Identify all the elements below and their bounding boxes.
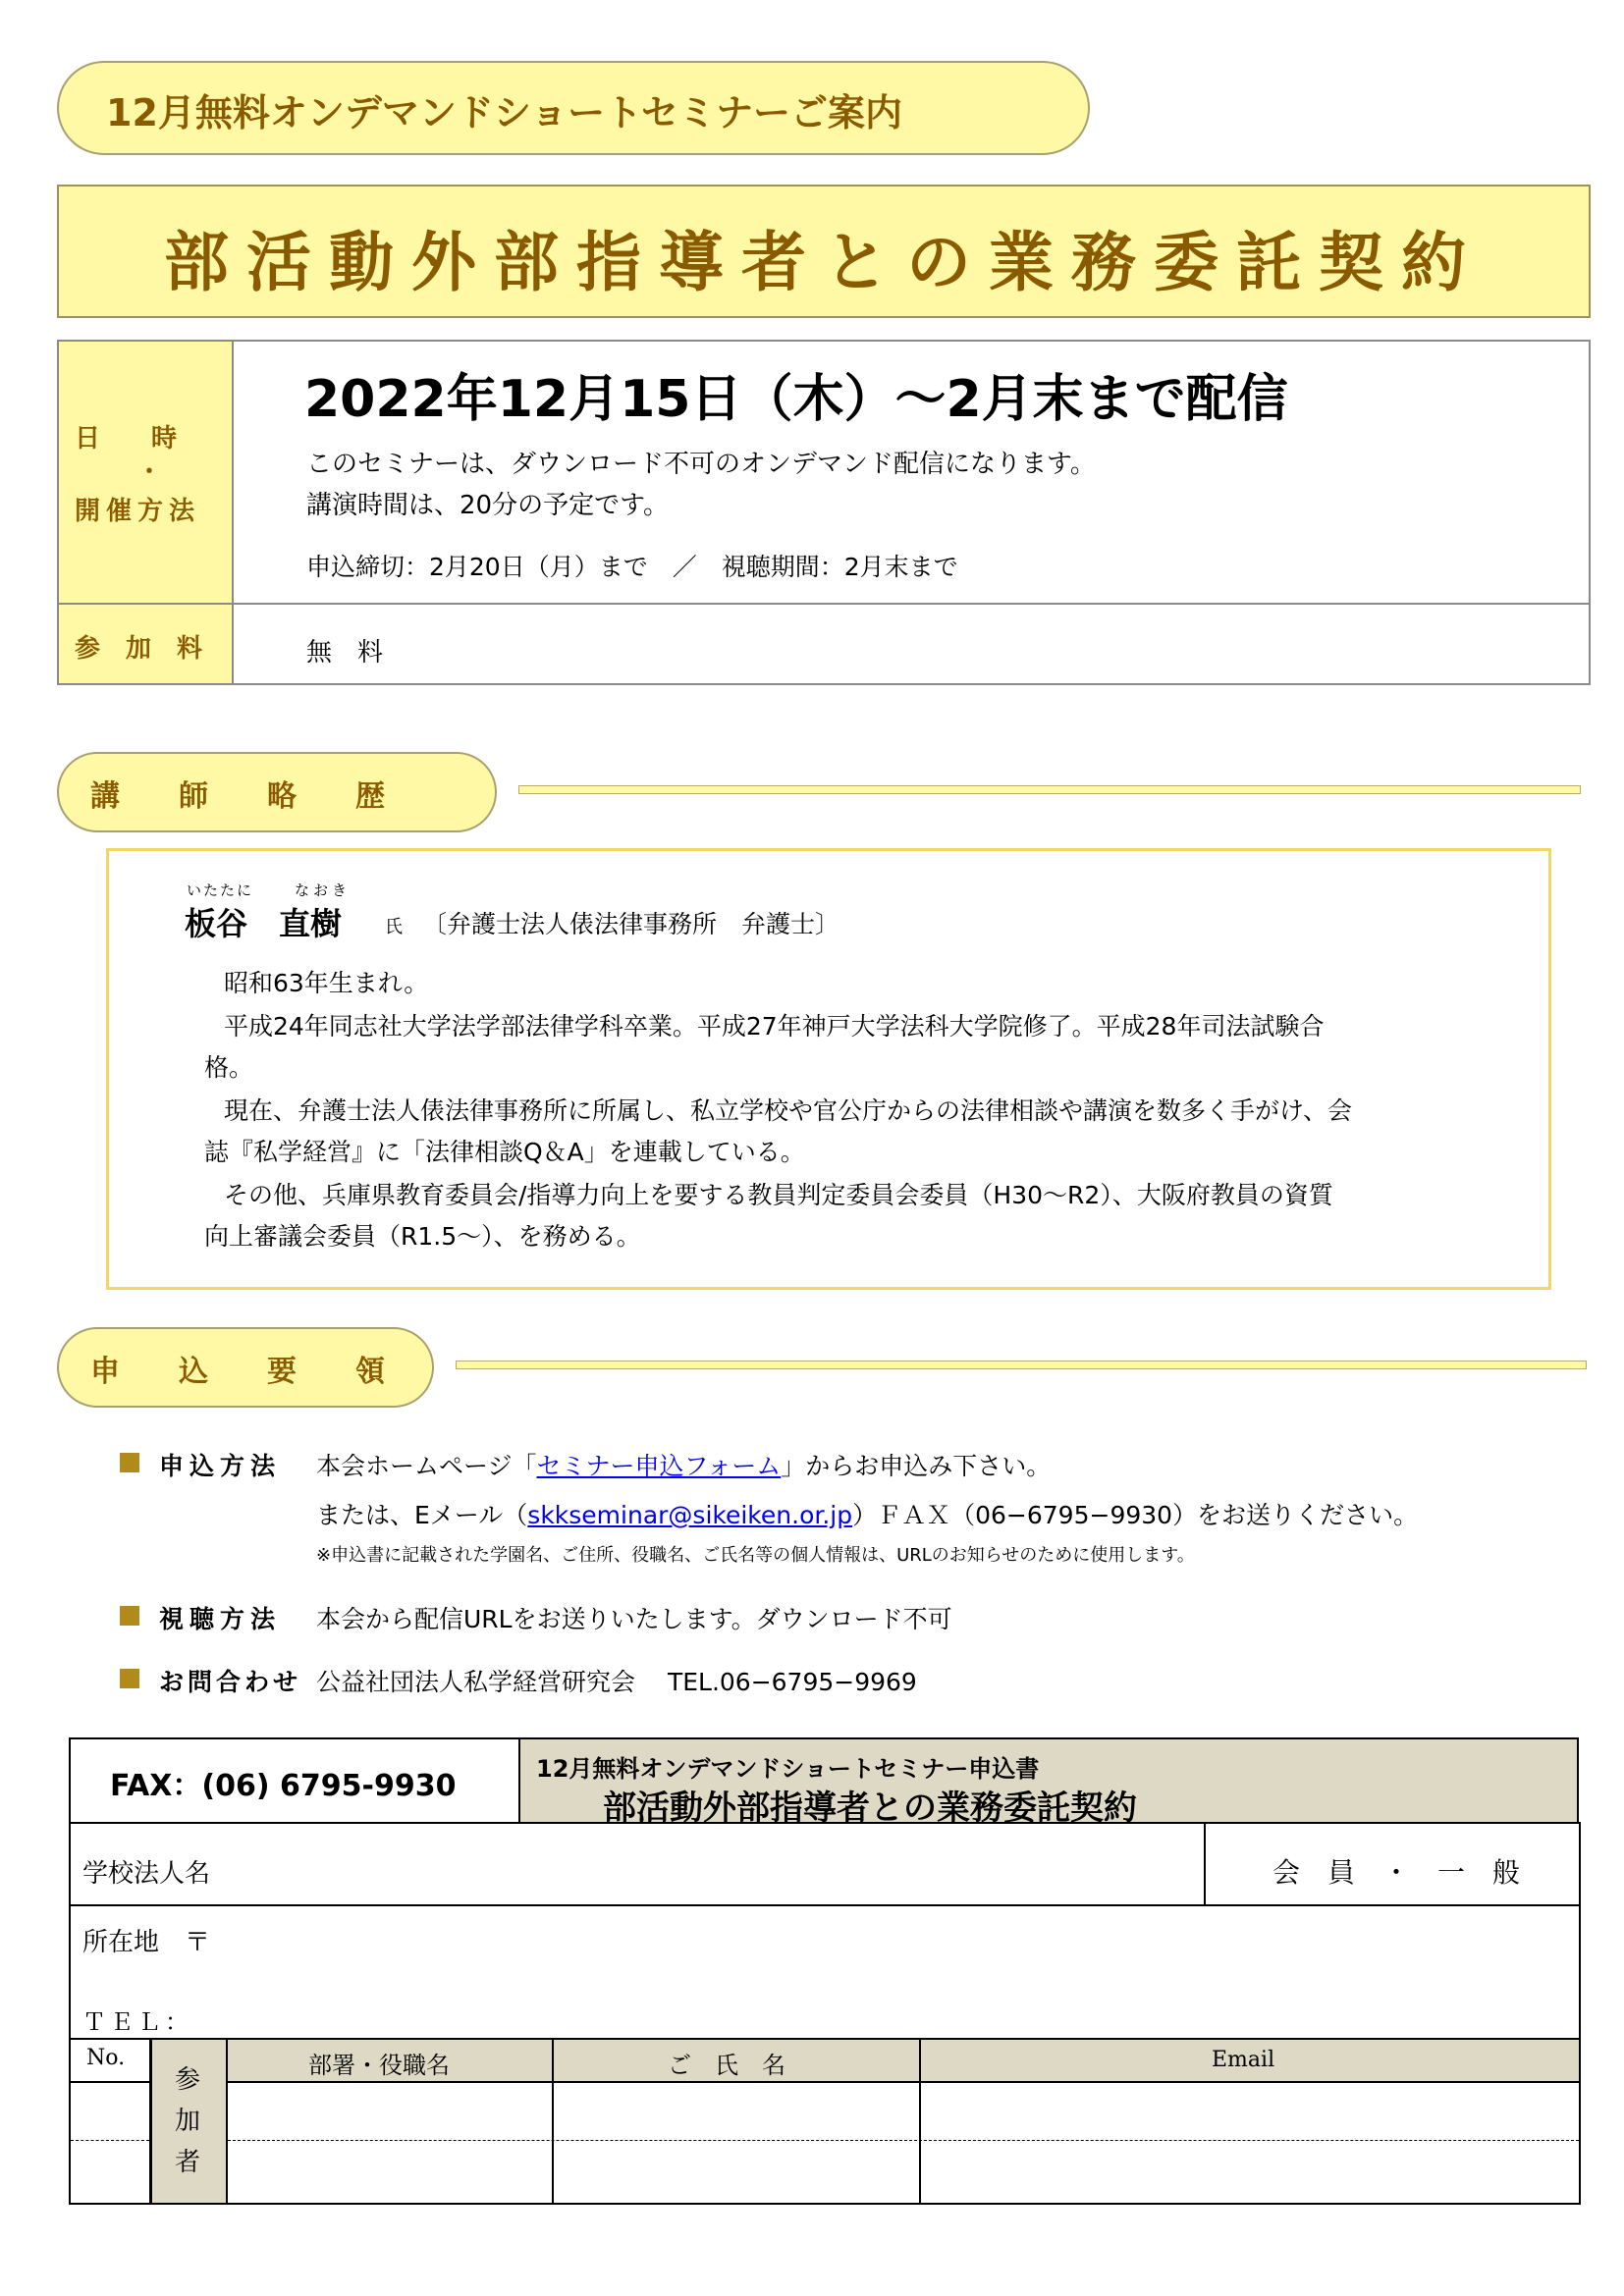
address-field[interactable]: 所在地 〒 <box>82 1928 211 1957</box>
contact-label: お問合わせ <box>159 1668 302 1696</box>
email-text-post: ）ＦＡＸ（06−6795−9930）をお送りください。 <box>852 1501 1419 1529</box>
member-type-select[interactable]: 会 員 ・ 一 般 <box>1272 1856 1521 1889</box>
fee-label: 参 加 料 <box>75 634 203 664</box>
col-line-3 <box>552 2038 554 2205</box>
bio-birth: 昭和63年生まれ。 <box>224 969 429 997</box>
header-row-line-right <box>226 2081 1581 2083</box>
view-text: 本会から配信URLをお送りいたします。ダウンロード不可 <box>316 1605 952 1633</box>
method-bullet <box>120 1453 139 1472</box>
email-text-pre: または、Eメール（ <box>316 1501 528 1529</box>
col-line-4 <box>919 2038 921 2205</box>
fee-value: 無 料 <box>306 638 384 667</box>
member-divider <box>1204 1822 1206 1906</box>
instructor-affiliation: 〔弁護士法人俵法律事務所 弁護士〕 <box>422 910 840 938</box>
date-label-dot: ・ <box>137 457 161 485</box>
col-dept: 部署・役職名 <box>308 2052 450 2079</box>
method-text <box>316 1447 1051 1482</box>
bio-other-1: その他、兵庫県教育委員会/指導力向上を要する教員判定委員会委員（H30〜R2）、大阪府教員の資質 <box>224 1181 1333 1209</box>
form-title: 部活動外部指導者との業務委託契約 <box>603 1789 1137 1828</box>
application-header-rule <box>456 1361 1587 1369</box>
subtitle-text: 12月無料オンデマンドショートセミナーご案内 <box>106 91 902 134</box>
dashed-row-line <box>71 2140 149 2141</box>
email-text <box>316 1496 1418 1531</box>
privacy-note: ※申込書に記載された学園名、ご住所、役職名、ご氏名等の個人情報は、URLのお知らせのために使用します。 <box>316 1545 1195 1566</box>
col-line-1 <box>149 2038 152 2205</box>
instructor-honorific: 氏 <box>385 917 403 937</box>
col-participant: 参加者 <box>175 2065 201 2177</box>
contact-bullet <box>120 1669 139 1688</box>
instructor-header-text: 講 師 略 歴 <box>90 779 385 814</box>
email-link[interactable]: skkseminar@sikeiken.or.jp <box>527 1501 853 1529</box>
bio-education-1: 平成24年同志社大学法学部法律学科卒業。平成27年神戸大学法科大学院修了。平成28年司法試験合 <box>224 1012 1325 1041</box>
instructor-header-rule <box>518 785 1581 794</box>
instructor-name: 板谷 直樹 <box>185 905 343 942</box>
header-row-line <box>69 2081 151 2083</box>
fax-number: FAX：(06) 6795-9930 <box>110 1769 457 1803</box>
seminar-form-link[interactable]: セミナー申込フォーム <box>536 1452 782 1480</box>
page-title: 部活動外部指導者との業務委託契約 <box>164 225 1484 300</box>
method-label: 申込方法 <box>159 1452 282 1480</box>
date-label-2: 開催方法 <box>75 497 201 526</box>
date-label-1: 日 時 <box>75 424 178 454</box>
ruby-family: いたたに <box>187 881 254 899</box>
tel-field[interactable]: ＴＥＬ： <box>82 2008 192 2036</box>
col-line-2 <box>226 2038 228 2205</box>
form-subtitle: 12月無料オンデマンドショートセミナー申込書 <box>536 1755 1040 1783</box>
info-row-divider <box>59 603 1589 605</box>
duration-note: 講演時間は、20分の予定です。 <box>306 491 670 520</box>
col-name: ご 氏 名 <box>668 2052 785 2079</box>
dashed-row-line-right <box>228 2140 1579 2141</box>
contact-text: 公益社団法人私学経営研究会 TEL.06−6795−9969 <box>316 1668 917 1696</box>
ruby-given: なおき <box>295 881 352 899</box>
delivery-note: このセミナーは、ダウンロード不可のオンデマンド配信になります。 <box>306 450 1096 479</box>
event-date: 2022年12月15日（木）〜2月末まで配信 <box>304 370 1288 429</box>
bio-current-1: 現在、弁護士法人俵法律事務所に所属し、私立学校や官公庁からの法律相談や講演を数多く手がけ、会 <box>224 1096 1353 1125</box>
school-name-field[interactable]: 学校法人名 <box>82 1859 211 1889</box>
view-label: 視聴方法 <box>159 1605 282 1633</box>
application-header-text: 申 込 要 領 <box>90 1355 385 1389</box>
bio-current-2: 誌『私学経営』に「法律相談Q＆A」を連載している。 <box>204 1138 805 1166</box>
method-text-pre: 本会ホームページ「 <box>316 1452 537 1480</box>
bio-other-2: 向上審議会委員（R1.5〜）、を務める。 <box>204 1222 641 1251</box>
info-col-divider <box>232 342 234 683</box>
col-email: Email <box>1212 2048 1275 2072</box>
deadline-note: 申込締切：2月20日（月）まで ／ 視聴期間：2月末まで <box>306 553 958 581</box>
method-text-post: 」からお申込み下さい。 <box>781 1452 1052 1480</box>
view-bullet <box>120 1606 139 1626</box>
form-row-line-1 <box>69 1904 1581 1906</box>
bio-education-2: 格。 <box>204 1053 254 1082</box>
col-no: No. <box>86 2046 126 2070</box>
